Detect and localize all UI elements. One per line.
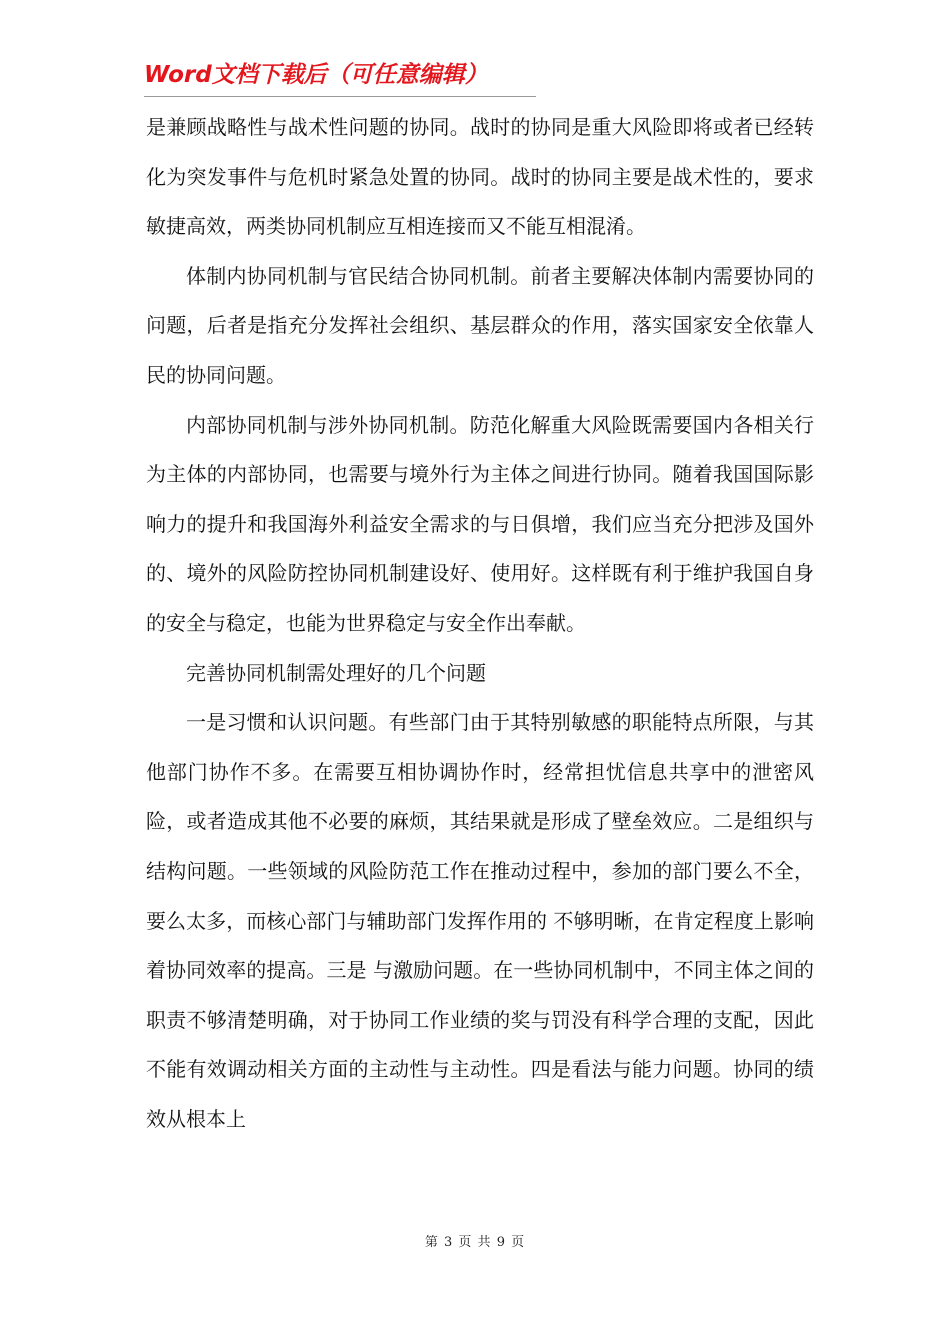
page-number-label: 第 3 页 共 9 页 [424, 1235, 526, 1250]
header-title: Word文档下载后（可任意编辑） [144, 62, 488, 88]
paragraph-institutional-coordination: 体制内协同机制与官民结合协同机制。前者主要解决体制内需要协同的问题，后者是指充分发挥社会组织、基层群众的作用，落实国家安全依靠人民的协同问题。 [146, 263, 814, 387]
section-heading: 完善协同机制需处理好的几个问题 [186, 660, 486, 685]
document-body [146, 103, 814, 1144]
paragraph-continuation: 是兼顾战略性与战术性问题的协同。战时的协同是重大风险即将或者已经转化为突发事件与危机时紧急处置的协同。战时的协同主要是战术性的，要求敏捷高效，两类协同机制应互相连接而又不能互相混淆。 [146, 115, 814, 239]
page-header [144, 58, 536, 97]
paragraph-problems: 一是习惯和认识问题。有些部门由于其特别敏感的职能特点所限，与其他部门协作不多。在需要互相协调协作时，经常担忧信息共享中的泄密风险，或者造成其他不必要的麻烦，其结果就是形成了壁垒效应。二是组织与结构问题。一些领域的风险防范工作在推动过程中，参加的部门要么不全，要么太多，而核心部门与辅助部门发挥作用的 不够明晰，在肯定程度上影响着协同效率的提高。三是 与激励问题。在一些协同机制中，不同主体之间的职责不够清楚明确，对于协同工作业绩的奖与罚没有科学合理的支配，因此不能有效调动相关方面的主动性与主动性。四是看法与能力问题。协同的绩效从根本上 [146, 710, 814, 1131]
page-footer [0, 1233, 950, 1253]
paragraph-internal-external-coordination: 内部协同机制与涉外协同机制。防范化解重大风险既需要国内各相关行为主体的内部协同，也需要与境外行为主体之间进行协同。随着我国国际影响力的提升和我国海外利益安全需求的与日俱增，我们应当充分把涉及国外的、境外的风险防控协同机制建设好、使用好。这样既有利于维护我国自身的安全与稳定，也能为世界稳定与安全作出奉献。 [146, 412, 814, 635]
